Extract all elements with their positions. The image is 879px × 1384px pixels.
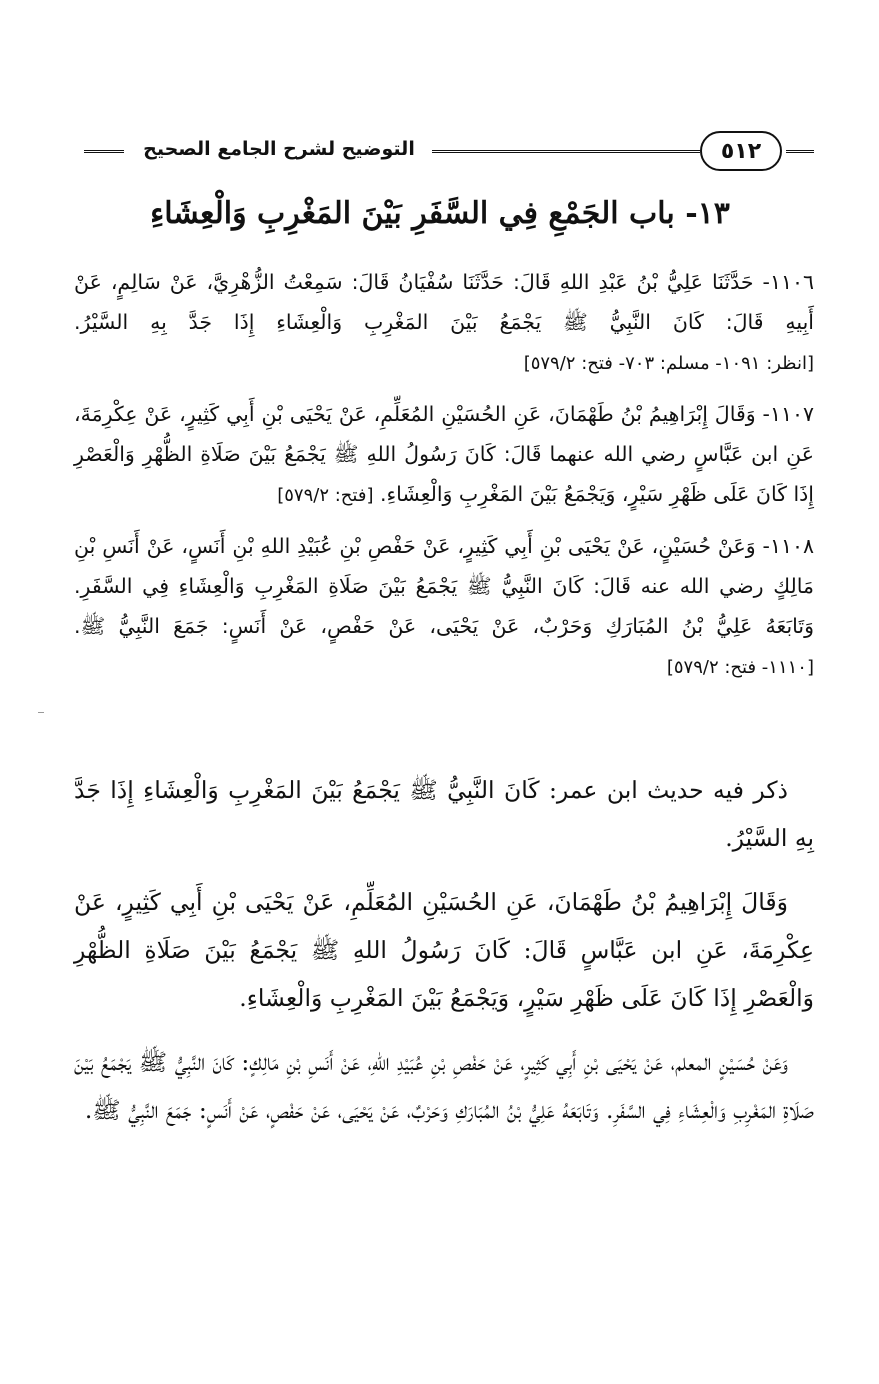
header-rule-middle [432,150,700,153]
hadith-reference: [فتح: ٥٧٩/٢] [277,485,374,506]
hadith-reference: [انظر: ١٠٩١- مسلم: ٧٠٣- فتح: ٥٧٩/٢] [523,353,814,374]
commentary-block [74,766,814,1150]
hadith-text-block [74,262,814,698]
hadith-1108 [74,526,814,688]
header-rule-right [786,150,814,153]
running-header [74,128,814,178]
page-number: ٥١٢ [700,131,782,171]
hadith-1106 [74,262,814,384]
scan-edge-mark [38,712,44,713]
hadith-reference: [١١١٠- فتح: ٥٧٩/٢] [666,657,814,678]
running-title: التوضيح لشرح الجامع الصحيح [143,138,415,160]
commentary-paragraph: وَقَالَ إِبْرَاهِيمُ بْنُ طَهْمَانَ، عَنِ الحُسَيْنِ المُعَلِّمِ، عَنْ يَحْيَى بْنِ أَبِي كَثِيرٍ، عَنْ عِكْرِمَةَ، عَنِ ابن عَبَّاسٍ قَالَ: كَانَ رَسُولُ اللهِ ﷺ يَجْمَعُ بَيْنَ صَلَاةِ الظُّهْرِ وَالْعَصْرِ إِذَا كَانَ عَلَى ظَهْرِ سَيْرٍ، وَيَجْمَعُ بَيْنَ المَغْرِبِ وَالْعِشَاءِ. [74,888,814,1012]
commentary-paragraph: ذكر فيه حديث ابن عمر: كَانَ النَّبِيُّ ﷺ يَجْمَعُ بَيْنَ المَغْرِبِ وَالْعِشَاءِ إِذَا جَدَّ بِهِ السَّيْرُ. [74,776,814,852]
hadith-1107 [74,394,814,516]
header-rule-left [84,150,124,153]
hadith-text: ١١٠٨- وَعَنْ حُسَيْنٍ، عَنْ يَحْيَى بْنِ أَبِي كَثِيرٍ، عَنْ حَفْصِ بْنِ عُبَيْدِ اللهِ بْنِ أَنَسٍ، عَنْ أَنَسِ بْنِ مَالِكٍ رضي الله عنه قَالَ: كَانَ النَّبِيُّ ﷺ يَجْمَعُ بَيْنَ صَلَاةِ المَغْرِبِ وَالْعِشَاءِ فِي السَّفَرِ. وَتَابَعَهُ عَلِيُّ بْنُ المُبَارَكِ وَحَرْبٌ، عَنْ يَحْيَى، عَنْ حَفْصٍ، عَنْ أَنَسٍ: جَمَعَ النَّبِيُّ ﷺ. [74,534,814,638]
chapter-heading: ١٣- باب الجَمْعِ فِي السَّفَرِ بَيْنَ المَغْرِبِ وَالْعِشَاءِ [150,196,730,231]
commentary-paragraph: وَعَنْ حُسَيْنٍ المعلم، عَنْ يَحْيَى بْنِ أَبِي كَثِيرٍ، عَنْ حَفْصِ بْنِ عُبَيْدِ اللهِ، عَنْ أَنَسِ بْنِ مَالِكٍ: كَانَ النَّبِيُّ ﷺ يَجْمَعُ بَيْنَ صَلَاةِ المَغْرِبِ وَالْعِشَاءِ فِي السَّفَرِ. وَتَابَعَهُ عَلِيُّ بْنُ المُبَارَكِ وَحَرْبٌ، عَنْ يَحْيَى، عَنْ حَفْصٍ، عَنْ أَنَسٍ: جَمَعَ النَّبِيُّ ﷺ. [74,1048,814,1124]
hadith-text: ١١٠٦- حَدَّثَنَا عَلِيُّ بْنُ عَبْدِ اللهِ قَالَ: حَدَّثَنَا سُفْيَانُ قَالَ: سَمِعْتُ الزُّهْرِيَّ، عَنْ سَالِمٍ، عَنْ أَبِيهِ قَالَ: كَانَ النَّبِيُّ ﷺ يَجْمَعُ بَيْنَ المَغْرِبِ وَالْعِشَاءِ إِذَا جَدَّ بِهِ السَّيْرُ. [74,270,814,334]
hadith-text: ١١٠٧- وَقَالَ إِبْرَاهِيمُ بْنُ طَهْمَانَ، عَنِ الحُسَيْنِ المُعَلِّمِ، عَنْ يَحْيَى بْنِ أَبِي كَثِيرٍ، عَنْ عِكْرِمَةَ، عَنِ ابن عَبَّاسٍ رضي الله عنهما قَالَ: كَانَ رَسُولُ اللهِ ﷺ يَجْمَعُ بَيْنَ صَلَاةِ الظُّهْرِ وَالْعَصْرِ إِذَا كَانَ عَلَى ظَهْرِ سَيْرٍ، وَيَجْمَعُ بَيْنَ المَغْرِبِ وَالْعِشَاءِ. [74,402,814,506]
